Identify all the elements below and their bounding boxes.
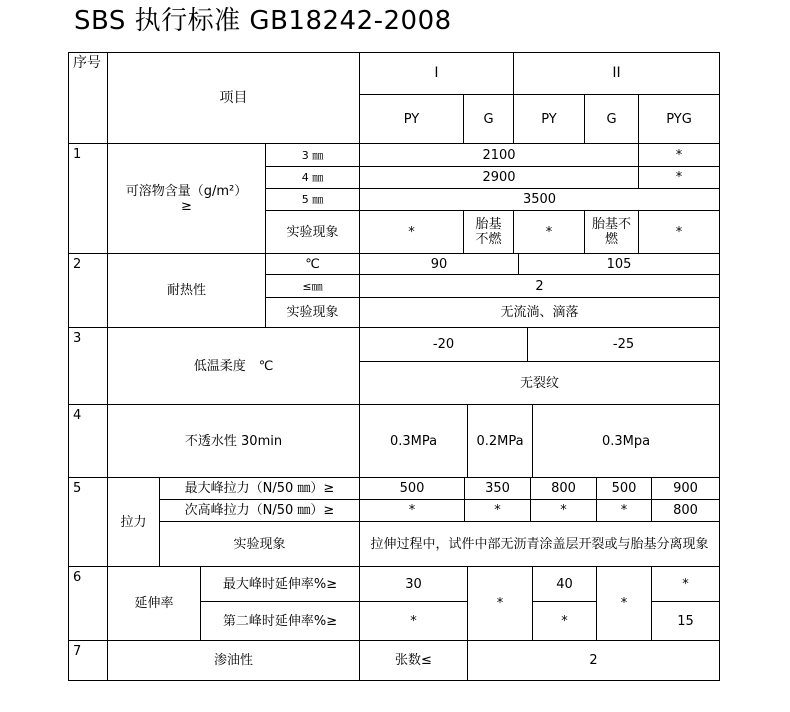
header-item: 项目	[107, 52, 360, 144]
value-cell: -20	[359, 327, 528, 362]
row-number: 7	[68, 640, 108, 681]
sub-label: 最大峰拉力（N/50 ㎜）≥	[159, 477, 360, 500]
thickness-label: 5 ㎜	[265, 188, 360, 211]
header-seq: 序号	[68, 52, 108, 144]
value-cell: 胎基不燃	[584, 210, 639, 254]
row-label: 耐热性	[107, 253, 266, 328]
value-cell: 胎基不燃	[463, 210, 514, 254]
value-cell: 0.3MPa	[359, 404, 468, 478]
value-cell: 无裂纹	[359, 361, 720, 405]
row-label: 渗油性	[107, 640, 360, 681]
value-cell: *	[651, 566, 720, 602]
thickness-label: 3 ㎜	[265, 143, 360, 167]
value-cell: *	[532, 601, 597, 641]
value-cell: 3500	[359, 188, 720, 211]
header-sub-g: G	[584, 94, 639, 144]
value-cell: *	[464, 499, 531, 522]
value-cell: 500	[596, 477, 652, 500]
value-cell: 2	[359, 274, 720, 298]
row-label: 可溶物含量（g/m²）≥	[107, 143, 266, 254]
row-label: 低温柔度 ℃	[107, 327, 360, 405]
temperature-label: ℃	[265, 253, 360, 275]
value-cell: 105	[518, 253, 720, 275]
value-cell: 800	[651, 499, 720, 522]
experiment-label: 实验现象	[265, 297, 360, 328]
header-sub-g: G	[463, 94, 514, 144]
value-cell: 500	[359, 477, 465, 500]
row-label: 延伸率	[107, 566, 201, 641]
value-cell: *	[513, 210, 585, 254]
value-cell: -25	[527, 327, 720, 362]
row-label: 不透水性 30min	[107, 404, 360, 478]
row-number: 4	[68, 404, 108, 478]
header-sub-py: PY	[513, 94, 585, 144]
value-cell: 2100	[359, 143, 639, 167]
value-cell: *	[359, 499, 465, 522]
value-cell: *	[596, 566, 652, 641]
value-cell: 2	[467, 640, 720, 681]
header-sub-pyg: PYG	[638, 94, 720, 144]
mm-label: ≤㎜	[265, 274, 360, 298]
value-cell: *	[638, 210, 720, 254]
sub-label: 第二峰时延伸率%≥	[200, 601, 360, 641]
value-cell: *	[596, 499, 652, 522]
value-cell: *	[638, 166, 720, 189]
value-cell: 90	[359, 253, 519, 275]
row-number: 5	[68, 477, 108, 567]
value-cell: 无流淌、滴落	[359, 297, 720, 328]
value-cell: *	[359, 601, 468, 641]
row-label: 拉力	[107, 477, 160, 567]
value-cell: *	[467, 566, 533, 641]
value-cell: *	[530, 499, 597, 522]
value-cell: *	[638, 143, 720, 167]
experiment-label: 实验现象	[159, 521, 360, 567]
thickness-label: 4 ㎜	[265, 166, 360, 189]
value-cell: 15	[651, 601, 720, 641]
value-cell: 30	[359, 566, 468, 602]
sub-label: 最大峰时延伸率%≥	[200, 566, 360, 602]
value-cell: 2900	[359, 166, 639, 189]
value-cell: 0.2MPa	[467, 404, 533, 478]
document-title: SBS 执行标准 GB18242-2008	[74, 6, 452, 36]
row-number: 2	[68, 253, 108, 328]
header-sub-py: PY	[359, 94, 464, 144]
row-number: 1	[68, 143, 108, 254]
value-cell: *	[359, 210, 464, 254]
value-cell: 0.3Mpa	[532, 404, 720, 478]
header-type-2: II	[513, 52, 720, 95]
row-number: 3	[68, 327, 108, 405]
value-cell: 拉伸过程中，试件中部无沥青涂盖层开裂或与胎基分离现象	[359, 521, 720, 567]
header-type-1: I	[359, 52, 514, 95]
row-number: 6	[68, 566, 108, 641]
value-cell: 900	[651, 477, 720, 500]
value-cell: 40	[532, 566, 597, 602]
value-cell: 800	[530, 477, 597, 500]
sub-label: 张数≤	[359, 640, 468, 681]
sub-label: 次高峰拉力（N/50 ㎜）≥	[159, 499, 360, 522]
experiment-label: 实验现象	[265, 210, 360, 254]
value-cell: 350	[464, 477, 531, 500]
